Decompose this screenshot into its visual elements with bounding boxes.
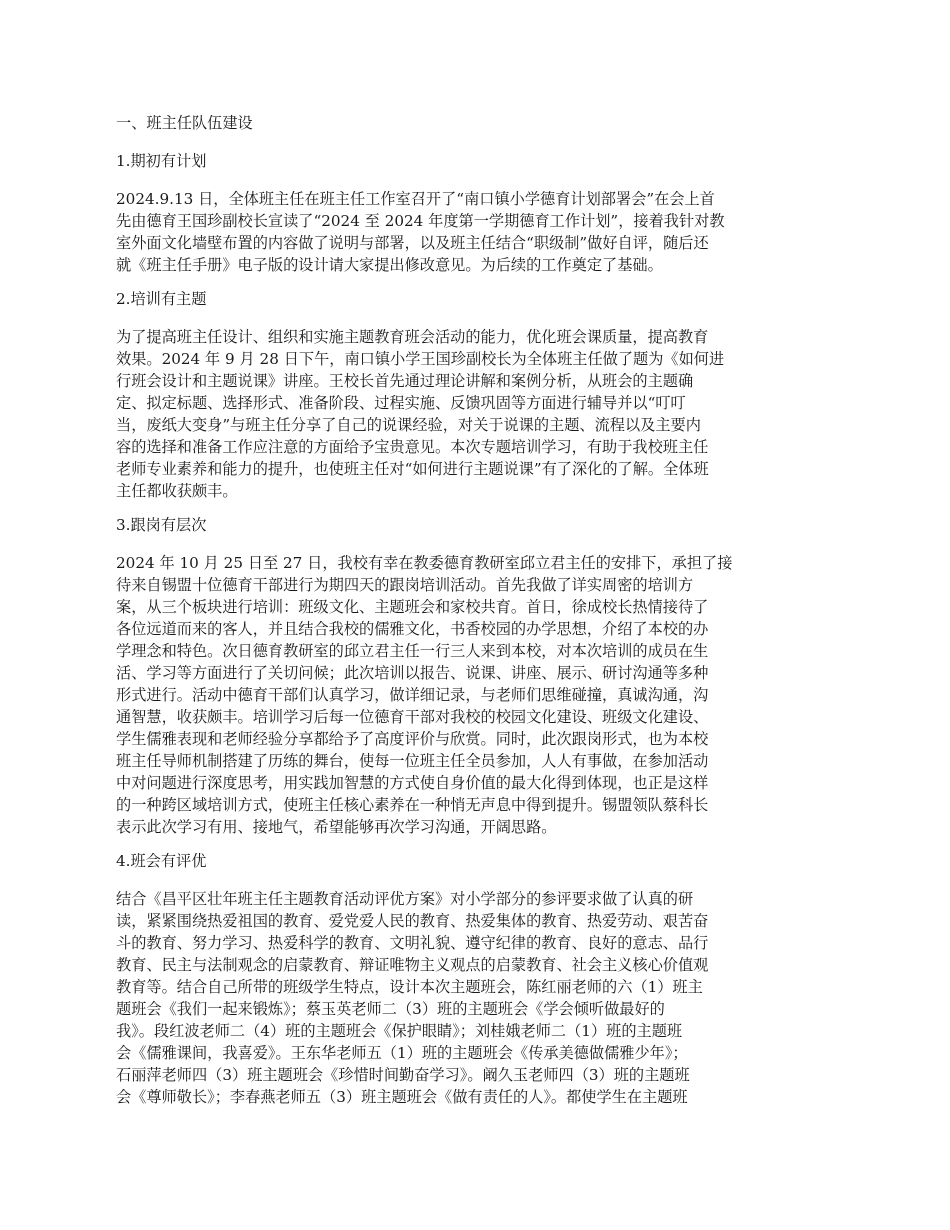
text-line: 学生儒雅表现和老师经验分享都给予了高度评价与欣赏。同时，此次跟岗形式，也为本校 xyxy=(116,730,709,748)
text-line: 斗的教育、努力学习、热爱科学的教育、文明礼貌、遵守纪律的教育、良好的意志、品行 xyxy=(116,934,709,952)
text-line: 读，紧紧围绕热爱祖国的教育、爱党爱人民的教育、热爱集体的教育、热爱劳动、艰苦奋 xyxy=(116,912,709,930)
text-line: 为了提高班主任设计、组织和实施主题教育班会活动的能力，优化班会课质量，提高教育 xyxy=(116,328,709,346)
text-line: 的一种跨区域培训方式，使班主任核心素养在一种悄无声息中得到提升。锡盟领队蔡科长 xyxy=(116,796,709,814)
text-line: 通智慧，收获颇丰。培训学习后每一位德育干部对我校的校园文化建设、班级文化建设、 xyxy=(116,708,709,726)
text-line: 案，从三个板块进行培训：班级文化、主题班会和家校共育。首日，徐成校长热情接待了 xyxy=(116,598,709,616)
text-line: 石丽萍老师四（3）班主题班会《珍惜时间勤奋学习》。阚久玉老师四（3）班的主题班 xyxy=(116,1066,690,1084)
paragraph-shadowing xyxy=(116,552,832,838)
text-line: 各位远道而来的客人，并且结合我校的儒雅文化，书香校园的办学思想，介绍了本校的办 xyxy=(116,620,709,638)
text-line: 先由德育王国珍副校长宣读了“2024 至 2024 年度第一学期德育工作计划”，接着我针对教 xyxy=(116,212,725,230)
document-body xyxy=(116,112,832,1120)
text-line: 班主任导师机制搭建了历练的舞台，使每一位班主任全员参加，人人有事做，在参加活动 xyxy=(116,752,709,770)
text-line: 会《儒雅课间，我喜爱》。王东华老师五（1）班的主题班会《传承美德做儒雅少年》； xyxy=(116,1044,688,1062)
text-line: 表示此次学习有用、接地气，希望能够再次学习沟通，开阔思路。 xyxy=(116,818,557,836)
text-line: 老师专业素养和能力的提升，也使班主任对“如何进行主题说课”有了深化的了解。全体班 xyxy=(116,460,709,478)
subsection-heading-class-meeting: 4.班会有评优 xyxy=(116,852,207,870)
text-line: 待来自锡盟十位德育干部进行为期四天的跟岗培训活动。首先我做了详实周密的培训方 xyxy=(116,576,694,594)
paragraph-training xyxy=(116,326,832,502)
text-line: 形式进行。活动中德育干部们认真学习，做详细记录，与老师们思维碰撞，真诚沟通，沟 xyxy=(116,686,709,704)
text-line: 行班会设计和主题说课》讲座。王校长首先通过理论讲解和案例分析，从班会的主题确 xyxy=(116,372,694,390)
text-line: 中对问题进行深度思考，用实践加智慧的方式使自身价值的最大化得到体现，也正是这样 xyxy=(116,774,709,792)
text-line: 会《尊师敬长》；李春燕老师五（3）班主题班会《做有责任的人》。都使学生在主题班 xyxy=(116,1088,688,1106)
subsection-heading-planning: 1.期初有计划 xyxy=(116,152,207,170)
text-line: 我》。段红波老师二（4）班的主题班会《保护眼睛》；刘桂娥老师二（1）班的主题班 xyxy=(116,1022,683,1040)
text-line: 室外面文化墙壁布置的内容做了说明与部署，以及班主任结合“职级制”做好自评，随后还 xyxy=(116,234,709,252)
text-line: 主任都收获颇丰。 xyxy=(116,482,238,500)
text-line: 题班会《我们一起来锻炼》；蔡玉英老师二（3）班的主题班会《学会倾听做最好的 xyxy=(116,1000,665,1018)
subsection-heading-training: 2.培训有主题 xyxy=(116,290,207,308)
text-line: 学理念和特色。次日德育教研室的邱立君主任一行三人来到本校，对本次培训的成员在生 xyxy=(116,642,709,660)
text-line: 当，废纸大变身”与班主任分享了自己的说课经验，对关于说课的主题、流程以及主要内 xyxy=(116,416,701,434)
text-line: 2024 年 10 月 25 日至 27 日，我校有幸在教委德育教研室邱立君主任的安排下，承担了接 xyxy=(116,554,733,572)
text-line: 2024.9.13 日，全体班主任在班主任工作室召开了“南口镇小学德育计划部署会”在会上首 xyxy=(116,190,715,208)
paragraph-planning xyxy=(116,188,832,276)
section-title: 一、班主任队伍建设 xyxy=(116,114,253,132)
text-line: 教育等。结合自己所带的班级学生特点，设计本次主题班会，陈红丽老师的六（1）班主 xyxy=(116,978,703,996)
paragraph-class-meeting xyxy=(116,888,832,1108)
text-line: 就《班主任手册》电子版的设计请大家提出修改意见。为后续的工作奠定了基础。 xyxy=(116,256,663,274)
text-line: 定、拟定标题、选择形式、准备阶段、过程实施、反馈巩固等方面进行辅导并以“叮叮 xyxy=(116,394,686,412)
text-line: 容的选择和准备工作应注意的方面给予宝贵意见。本次专题培训学习，有助于我校班主任 xyxy=(116,438,709,456)
text-line: 教育、民主与法制观念的启蒙教育、辩证唯物主义观点的启蒙教育、社会主义核心价值观 xyxy=(116,956,709,974)
text-line: 活、学习等方面进行了关切问候；此次培训以报告、说课、讲座、展示、研讨沟通等多种 xyxy=(116,664,709,682)
text-line: 结合《昌平区壮年班主任主题教育活动评优方案》对小学部分的参评要求做了认真的研 xyxy=(116,890,694,908)
text-line: 效果。2024 年 9 月 28 日下午，南口镇小学王国珍副校长为全体班主任做了题为《如何进 xyxy=(116,350,725,368)
subsection-heading-shadowing: 3.跟岗有层次 xyxy=(116,516,207,534)
